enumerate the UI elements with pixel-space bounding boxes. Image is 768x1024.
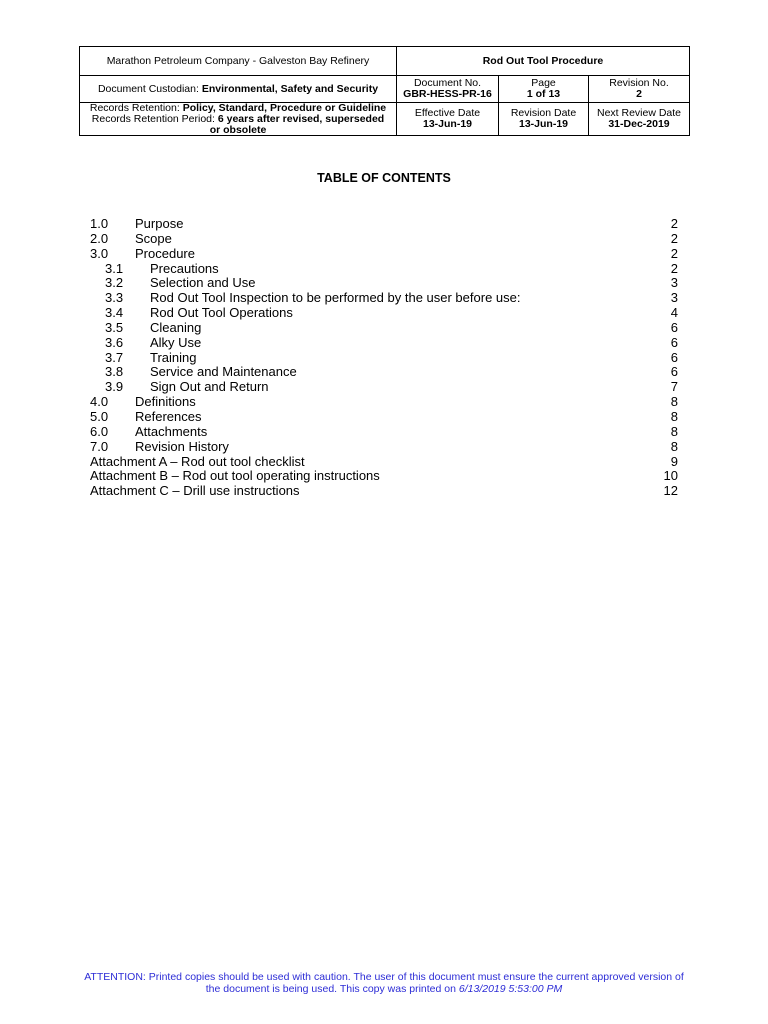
toc-subentry[interactable]: [90, 261, 678, 276]
revision-number-cell: [588, 75, 689, 102]
revision-date-cell: [498, 102, 588, 135]
records-retention-period-value: 6 years after revised, superseded: [217, 112, 385, 125]
table-of-contents: [90, 216, 678, 498]
footer-line-2: [60, 983, 708, 995]
revision-date-label: Revision Date: [510, 107, 577, 119]
page-label: Page: [531, 77, 556, 89]
toc-entry-title: Attachment B – Rod out tool operating instructions: [90, 468, 380, 484]
toc-entry-number: 3.6: [105, 334, 124, 350]
toc-entry-page: 6: [670, 364, 678, 380]
toc-entry[interactable]: [90, 246, 678, 261]
effective-date-value: 13-Jun-19: [422, 118, 473, 130]
toc-entry-page: 10: [663, 468, 678, 484]
toc-attachment-entry[interactable]: [90, 468, 678, 483]
toc-entry-number: 5.0: [90, 408, 109, 424]
toc-title: TABLE OF CONTENTS: [317, 171, 451, 185]
toc-entry-page: 8: [670, 394, 678, 410]
printed-timestamp: 6/13/2019 5:53:00 PM: [458, 983, 563, 995]
toc-subentry[interactable]: [90, 379, 678, 394]
toc-entry-page: 7: [670, 379, 678, 395]
toc-entry-number: 1.0: [90, 216, 109, 231]
toc-entry-title: Rod Out Tool Inspection to be performed by the user before use:: [150, 290, 521, 306]
toc-entry-page: 3: [670, 275, 678, 291]
toc-entry-title: Procedure: [135, 245, 195, 261]
toc-subentry[interactable]: [90, 335, 678, 350]
toc-entry-number: 3.2: [105, 275, 124, 291]
revision-date-value: 13-Jun-19: [518, 118, 569, 130]
toc-entry-title: Precautions: [150, 260, 219, 276]
document-number-value: GBR-HESS-PR-16: [403, 88, 492, 100]
toc-entry-page: 4: [670, 305, 678, 321]
toc-entry-number: 2.0: [90, 230, 109, 246]
document-number-cell: [396, 75, 498, 102]
toc-entry-title: Cleaning: [150, 319, 202, 335]
toc-subentry[interactable]: [90, 275, 678, 290]
revision-number-label: Revision No.: [609, 77, 669, 89]
next-review-date-cell: [588, 102, 689, 135]
toc-entry-title: References: [135, 408, 202, 424]
document-header-table: [79, 46, 690, 136]
document-number-label: Document No.: [413, 77, 482, 89]
toc-entry-page: 12: [663, 483, 678, 499]
print-caution-footer: [60, 971, 708, 995]
toc-entry-number: 3.4: [105, 305, 124, 321]
effective-date-cell: [396, 102, 498, 135]
toc-entry-page: 6: [670, 319, 678, 335]
toc-entry[interactable]: [90, 231, 678, 246]
toc-entry[interactable]: [90, 216, 678, 231]
records-retention-period-label: Records Retention Period:: [91, 112, 215, 125]
toc-entry[interactable]: [90, 424, 678, 439]
toc-entry-number: 6.0: [90, 423, 109, 439]
toc-entry-page: 8: [670, 423, 678, 439]
toc-entry-title: Definitions: [135, 394, 196, 410]
toc-entry-page: 8: [670, 438, 678, 454]
toc-entry-title: Revision History: [135, 438, 229, 454]
toc-entry-title: Attachment C – Drill use instructions: [90, 483, 300, 499]
toc-entry-title: Service and Maintenance: [150, 364, 297, 380]
footer-line-2-text: the document is being used. This copy was printed on: [205, 983, 456, 995]
records-retention-label: Records Retention:: [89, 101, 180, 114]
page-cell: [498, 75, 588, 102]
toc-entry-page: 2: [670, 260, 678, 276]
toc-subentry[interactable]: [90, 290, 678, 305]
toc-entry-number: 3.9: [105, 379, 124, 395]
custodian-value: Environmental, Safety and Security: [201, 82, 379, 95]
toc-entry-title: Sign Out and Return: [150, 379, 269, 395]
records-retention-cell: [80, 102, 396, 135]
footer-line-1: ATTENTION: Printed copies should be used with caution. The user of this document must ensure the current approved version of: [84, 971, 684, 983]
toc-entry-title: Attachment A – Rod out tool checklist: [90, 453, 305, 469]
document-title: Rod Out Tool Procedure: [482, 54, 604, 67]
toc-entry-title: Rod Out Tool Operations: [150, 305, 293, 321]
custodian-label: Document Custodian:: [97, 82, 199, 95]
effective-date-label: Effective Date: [414, 107, 481, 119]
toc-entry-page: 6: [670, 334, 678, 350]
toc-entry-page: 3: [670, 290, 678, 306]
toc-entry-title: Selection and Use: [150, 275, 256, 291]
custodian-cell: [80, 75, 396, 102]
toc-subentry[interactable]: [90, 350, 678, 365]
document-title-cell: [396, 47, 689, 75]
records-retention-period-value-cont: or obsolete: [209, 123, 267, 136]
next-review-date-value: 31-Dec-2019: [608, 118, 670, 130]
toc-entry-number: 3.7: [105, 349, 124, 365]
company-name-cell: [80, 47, 396, 75]
toc-entry-title: Alky Use: [150, 334, 202, 350]
toc-entry-page: 8: [670, 408, 678, 424]
toc-entry[interactable]: [90, 439, 678, 454]
toc-entry-page: 2: [670, 216, 678, 231]
toc-entry-page: 9: [670, 453, 678, 469]
toc-entry-number: 3.5: [105, 319, 124, 335]
toc-entry-number: 3.1: [105, 260, 124, 276]
toc-entry-title: Attachments: [135, 423, 208, 439]
toc-entry-number: 7.0: [90, 438, 109, 454]
toc-entry-title: Scope: [135, 230, 172, 246]
toc-entry[interactable]: [90, 409, 678, 424]
toc-attachment-entry[interactable]: [90, 454, 678, 469]
toc-entry-title: Purpose: [135, 216, 184, 231]
toc-entry-number: 4.0: [90, 394, 109, 410]
records-retention-period-line: [92, 114, 384, 125]
toc-entry-page: 6: [670, 349, 678, 365]
toc-entry-number: 3.3: [105, 290, 124, 306]
toc-entry-number: 3.8: [105, 364, 124, 380]
toc-subentry[interactable]: [90, 320, 678, 335]
records-retention-value: Policy, Standard, Procedure or Guideline: [182, 101, 387, 114]
toc-subentry[interactable]: [90, 364, 678, 379]
toc-attachment-entry[interactable]: [90, 483, 678, 498]
toc-entry[interactable]: [90, 394, 678, 409]
company-name: Marathon Petroleum Company - Galveston Bay Refinery: [106, 54, 370, 67]
toc-subentry[interactable]: [90, 305, 678, 320]
toc-entry-page: 2: [670, 230, 678, 246]
page-value: 1 of 13: [526, 88, 561, 100]
toc-entry-number: 3.0: [90, 245, 109, 261]
next-review-date-label: Next Review Date: [596, 107, 682, 119]
toc-entry-title: Training: [150, 349, 197, 365]
revision-number-value: 2: [636, 88, 642, 100]
toc-entry-page: 2: [670, 245, 678, 261]
